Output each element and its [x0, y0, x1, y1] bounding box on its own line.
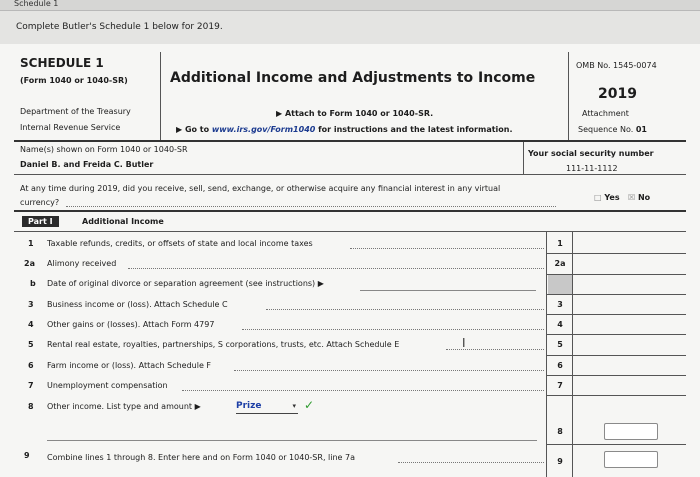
form-ref: (Form 1040 or 1040-SR) [20, 76, 128, 85]
goto-instruction: ▶ Go to www.irs.gov/Form1040 for instructions and the latest information. [176, 125, 513, 134]
names-label: Name(s) shown on Form 1040 or 1040-SR [20, 145, 188, 154]
line-4-box: 4 [557, 320, 563, 329]
tax-year: 2019 [598, 86, 637, 102]
line-4-text: Other gains or (losses). Attach Form 4797 [47, 320, 215, 329]
ssn-value: 111-11-1112 [566, 164, 618, 173]
line-9-amount-input[interactable] [604, 451, 658, 468]
schedule-1-form [0, 44, 700, 477]
line-7-box: 7 [557, 381, 563, 390]
irs-label: Internal Revenue Service [20, 123, 121, 132]
line-6-text: Farm income or (loss). Attach Schedule F [47, 361, 212, 370]
attach-instruction: ▶ Attach to Form 1040 or 1040-SR. [276, 109, 434, 118]
yes-option[interactable]: □ Yes [594, 193, 620, 202]
line-4-number: 4 [28, 320, 34, 329]
taxpayer-names: Daniel B. and Freida C. Butler [20, 160, 154, 169]
line-5-box: 5 [557, 340, 563, 349]
divorce-date-input[interactable] [360, 290, 536, 291]
no-option[interactable]: ☒ No [628, 193, 651, 202]
line-1-box: 1 [557, 239, 563, 248]
virtual-currency-question-cont: currency? [20, 198, 60, 207]
line-2a-box: 2a [554, 259, 566, 268]
line-7-number: 7 [28, 381, 34, 390]
line-7-text: Unemployment compensation [47, 381, 168, 390]
checkmark-icon: ✓ [304, 398, 315, 412]
text-cursor-icon: I [462, 336, 466, 350]
line-2b-shaded-cell [548, 274, 572, 294]
line-2a-number: 2a [24, 259, 35, 268]
line-3-number: 3 [28, 300, 34, 309]
schedule-label: SCHEDULE 1 [20, 56, 104, 70]
other-income-type-value: Prize [236, 401, 262, 411]
virtual-currency-question: At any time during 2019, did you receive, sell, send, exchange, or otherwise acquire any financial interest in any virtual [20, 184, 501, 193]
tab-schedule-1[interactable]: Schedule 1 [14, 0, 59, 8]
line-8-amount-input[interactable] [604, 423, 658, 440]
instruction-text: Complete Butler's Schedule 1 below for 2019. [16, 22, 223, 32]
sequence-number: Sequence No. 01 [578, 125, 647, 134]
other-income-line [47, 440, 537, 441]
part-label: Part I [22, 216, 59, 227]
other-income-type-select[interactable] [236, 401, 298, 414]
part-title: Additional Income [82, 217, 164, 226]
attachment-label: Attachment [582, 109, 629, 118]
irs-link[interactable]: www.irs.gov/Form1040 [211, 125, 316, 134]
line-6-box: 6 [557, 361, 563, 370]
line-5-number: 5 [28, 340, 34, 349]
line-6-number: 6 [28, 361, 34, 370]
line-3-box: 3 [557, 300, 563, 309]
line-9-number: 9 [24, 451, 30, 460]
line-8-text: Other income. List type and amount ▶ [47, 402, 201, 411]
form-title: Additional Income and Adjustments to Income [170, 70, 536, 86]
line-1-text: Taxable refunds, credits, or offsets of state and local income taxes [47, 239, 313, 248]
chevron-down-icon: ▾ [292, 402, 296, 410]
line-2b-number: b [30, 279, 36, 288]
department: Department of the Treasury [20, 107, 131, 116]
line-3-text: Business income or (loss). Attach Schedule C [47, 300, 228, 309]
line-2b-text: Date of original divorce or separation agreement (see instructions) ▶ [47, 279, 324, 288]
tab-bar [0, 0, 700, 11]
line-1-number: 1 [28, 239, 34, 248]
omb-number: OMB No. 1545-0074 [576, 61, 657, 70]
ssn-label: Your social security number [528, 149, 654, 158]
line-9-text: Combine lines 1 through 8. Enter here and on Form 1040 or 1040-SR, line 7a [47, 453, 355, 462]
line-8-number: 8 [28, 402, 34, 411]
line-5-text: Rental real estate, royalties, partnerships, S corporations, trusts, etc. Attach Schedule E [47, 340, 400, 349]
line-2a-text: Alimony received [47, 259, 117, 268]
line-9-box: 9 [557, 457, 563, 466]
line-8-box: 8 [557, 427, 563, 436]
